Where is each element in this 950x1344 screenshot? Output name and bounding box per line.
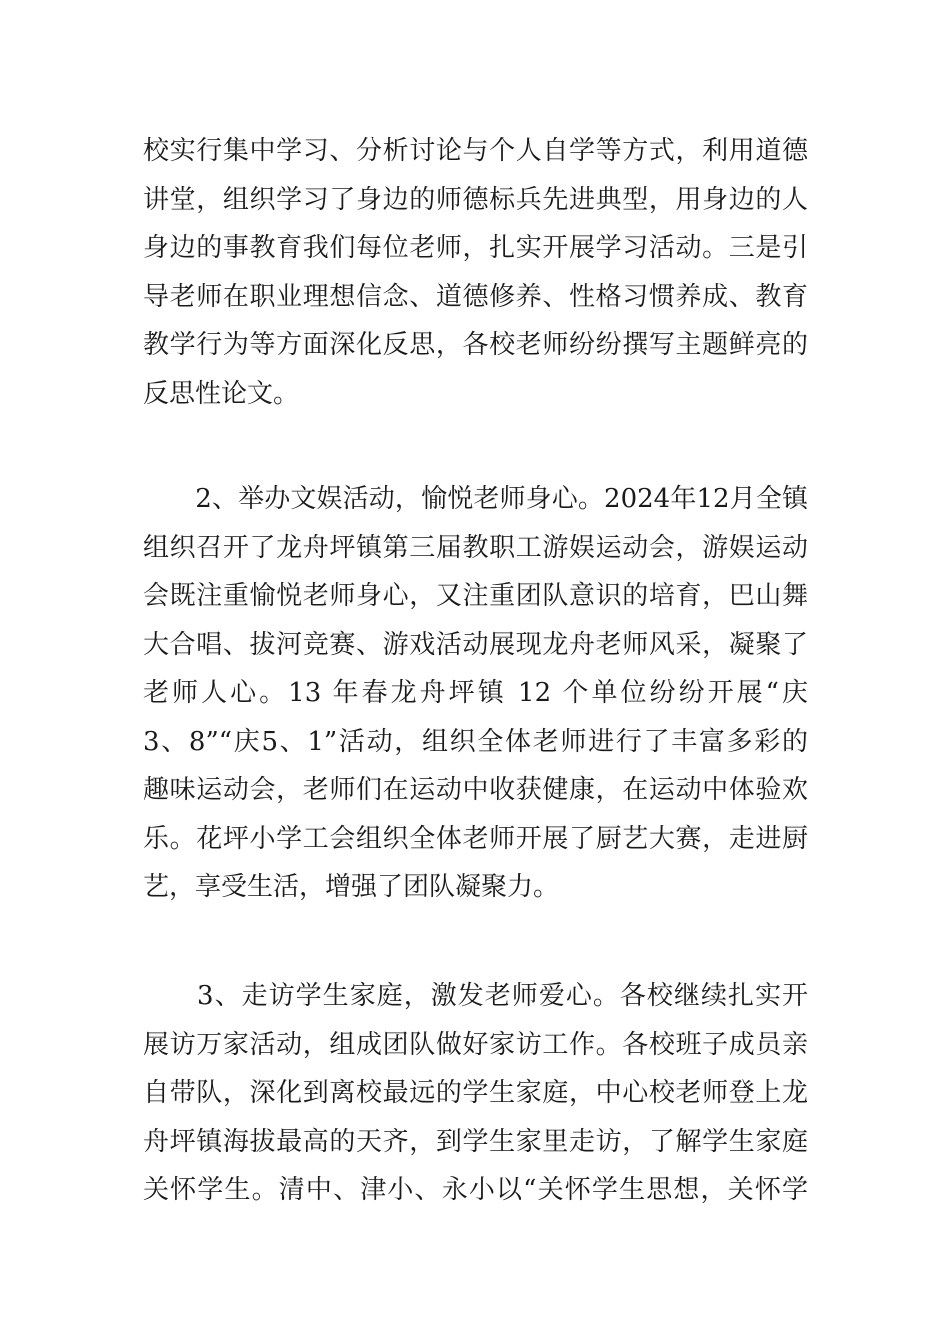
text-line: 3、8”“庆5、1”活动，组织全体老师进行了丰富多彩的: [143, 726, 808, 757]
text-line: 趣味运动会，老师们在运动中收获健康，在运动中体验欢: [143, 775, 808, 805]
text-line: 反思性论文。: [143, 378, 300, 409]
text-line: 艺，享受生活，增强了团队凝聚力。: [143, 872, 560, 902]
text-line: 3、走访学生家庭，激发老师爱心。各校继续扎实开: [143, 981, 808, 1011]
text-line: 讲堂，组织学习了身边的师德标兵先进典型，用身边的人: [143, 184, 808, 215]
text-line: 老师人心。13 年春龙舟坪镇 12 个单位纷纷开展“庆: [143, 678, 808, 708]
paragraph-1: [143, 127, 808, 418]
text-line: 校实行集中学习、分析讨论与个人自学等方式，利用道德: [143, 136, 808, 166]
text-line: 身边的事教育我们每位老师，扎实开展学习活动。三是引: [143, 233, 808, 263]
text-line: 导老师在职业理想信念、道德修养、性格习惯养成、教育: [143, 281, 808, 312]
text-line: 组织召开了龙舟坪镇第三届教职工游娱运动会，游娱运动: [143, 532, 808, 563]
text-line: 会既注重愉悦老师身心，又注重团队意识的培育，巴山舞: [143, 581, 808, 611]
paragraph-2: [143, 475, 808, 912]
text-line: 教学行为等方面深化反思，各校老师纷纷撰写主题鲜亮的: [143, 330, 808, 360]
text-line: 大合唱、拔河竞赛、游戏活动展现龙舟老师风采，凝聚了: [143, 629, 808, 660]
text-line: 舟坪镇海拔最高的天齐，到学生家里走访，了解学生家庭: [143, 1126, 808, 1157]
text-line: 展访万家活动，组成团队做好家访工作。各校班子成员亲: [143, 1029, 808, 1060]
text-line: 关怀学生。清中、津小、永小以“关怀学生思想，关怀学: [143, 1175, 808, 1205]
text-line: 自带队，深化到离校最远的学生家庭，中心校老师登上龙: [143, 1078, 808, 1108]
text-line: 乐。花坪小学工会组织全体老师开展了厨艺大赛，走进厨: [143, 823, 808, 854]
paragraph-3: [143, 972, 808, 1215]
text-line: 2、举办文娱活动，愉悦老师身心。2024年12月全镇: [143, 484, 808, 514]
